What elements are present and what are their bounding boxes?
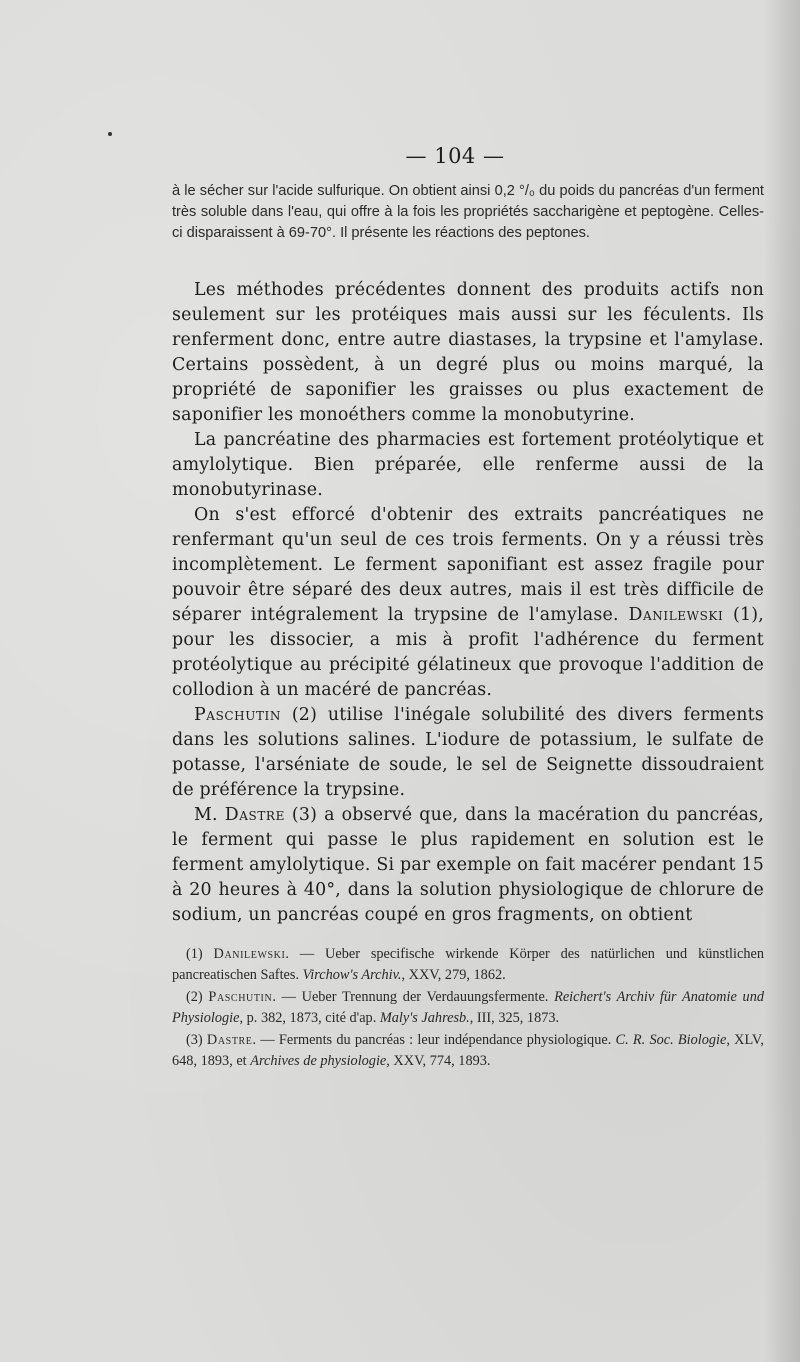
author-dastre: Dastre [224, 805, 285, 825]
page-number: — 104 — [405, 144, 505, 168]
footnote-3-ref: , XLV, 648, 1893, et [172, 1032, 764, 1069]
footnote-1-journal: Virchow's Archiv. [302, 966, 402, 983]
footnote-2-title: . — Ueber Trennung der Verdauungsfermente. [272, 989, 555, 1005]
ink-dot [108, 132, 112, 136]
footnote-3 [172, 1030, 764, 1071]
footnote-2-journal-2: Maly's Jahresb. [379, 1009, 470, 1026]
paragraph-5-text: (3) a observé que, dans la macération du pancréas, le ferment qui passe le plus rapidement en solution est le ferment amylolytique. Si par exemple on fait macérer pendant 15 à 20 heures à 40°, dans la solution physiologique de chlorure de sodium, un pancréas coupé en gros fragments, on obtient [172, 805, 764, 925]
footnote-2-journal: Reichert's Archiv für Anatomie und Physiologie [172, 989, 764, 1026]
paragraph-3-text: On s'est efforcé d'obtenir des extraits pancréatiques ne renfermant qu'un seul de ces trois ferments. On y a réussi très incomplètement. Le ferment saponifiant est assez fragile pour pouvoir être séparé des deux autres, mais il est très difficile de séparer intégralement la trypsine de l'amylase. [172, 505, 764, 625]
paragraph-3-continued: (1), pour les dissocier, a mis à profit l'adhérence du ferment protéolytique au précipité gélatineux que provoque l'addition de collodion à un macéré de pancréas. [172, 605, 764, 700]
paragraph-5-prefix: M. [194, 805, 225, 825]
footnote-3-ref-2: , XXV, 774, 1893. [386, 1052, 491, 1069]
footnote-3-author: Dastre [206, 1032, 253, 1048]
main-text [172, 278, 764, 928]
page-edge-shadow [764, 0, 800, 1362]
footnote-2-ref: , p. 382, 1873, cité d'ap. [239, 1009, 380, 1026]
paragraph-4-text: (2) utilise l'inégale solubilité des divers ferments dans les solutions salines. L'iodure de potassium, le sulfate de potasse, l'arséniate de soude, le sel de Seignette dissoudraient de préférence la trypsine. [172, 705, 764, 800]
footnote-2-ref-2: , III, 325, 1873. [469, 1009, 560, 1026]
author-paschutin: Paschutin [194, 705, 281, 725]
footnote-2 [172, 987, 764, 1028]
footnote-1-author: Danilewski [213, 946, 286, 962]
footnote-2-author: Paschutin [208, 989, 273, 1005]
footnote-1-title: . — Ueber specifische wirkende Körper des natürlichen und künstlichen pancreatischen Saftes. [172, 946, 764, 983]
footnotes [172, 944, 764, 1073]
paragraph-2: La pancréatine des pharmacies est fortement protéolytique et amylolytique. Bien préparée, elle renferme aussi de la monobutyrinase. [172, 430, 764, 500]
footnote-1 [172, 944, 764, 985]
footnote-3-number: (3) [186, 1032, 207, 1048]
footnote-1-ref: , XXV, 279, 1862. [401, 966, 506, 983]
footnote-3-journal: C. R. Soc. Biologie [615, 1032, 727, 1048]
footnote-3-journal-2: Archives de physiologie [250, 1052, 387, 1069]
paragraph-1: Les méthodes précédentes donnent des produits actifs non seulement sur les protéiques mais aussi sur les féculents. Ils renferment donc, entre autre diastases, la trypsine et l'amylase. Certains possèdent, à un degré plus ou moins marqué, la propriété de saponifier les graisses ou plus exactement de saponifier les monoéthers comme la monobutyrine. [172, 280, 764, 425]
footnote-2-number: (2) [186, 989, 209, 1005]
author-danilewski: Danilewski [628, 605, 724, 625]
paragraph-3 [172, 503, 764, 703]
footnote-1-number: (1) [186, 946, 214, 962]
paragraph-4 [172, 703, 764, 803]
footnote-3-title: . — Ferments du pancréas : leur indépendance physiologique. [252, 1032, 616, 1048]
intro-paragraph: à le sécher sur l'acide sulfurique. On obtient ainsi 0,2 °/₀ du poids du pancréas d'un ferment très soluble dans l'eau, qui offre à la fois les propriétés saccharigène et peptogène. Celles-ci disparaissent à 69-70°. Il présente les réactions des peptones. [172, 183, 764, 241]
paragraph-5 [172, 803, 764, 928]
